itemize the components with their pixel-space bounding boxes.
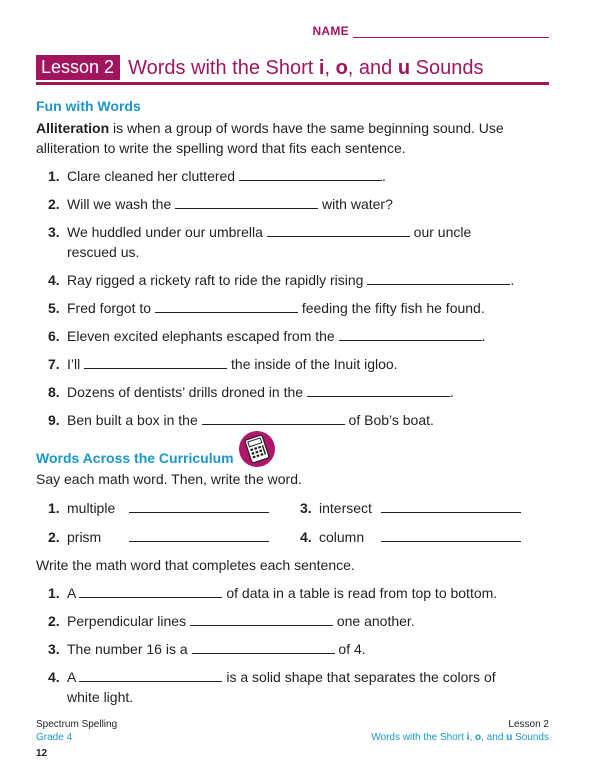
item-text: We huddled under our umbrella bbox=[67, 224, 267, 240]
item-text: feeding the fifty fish he found. bbox=[297, 300, 485, 316]
word-item bbox=[48, 498, 269, 518]
answer-blank[interactable] bbox=[129, 500, 269, 513]
calculator-icon bbox=[238, 430, 276, 468]
item-text: A bbox=[67, 669, 80, 685]
item-text: Perpendicular lines bbox=[67, 613, 190, 629]
lesson-header bbox=[36, 55, 483, 80]
answer-blank[interactable] bbox=[84, 356, 227, 369]
math-word: multiple bbox=[67, 500, 116, 516]
answer-blank[interactable] bbox=[79, 669, 222, 682]
item-number: 9. bbox=[48, 412, 60, 428]
item-text: of 4. bbox=[334, 641, 366, 657]
item-continuation: white light. bbox=[67, 689, 134, 705]
name-blank[interactable] bbox=[353, 25, 549, 38]
item-text: . bbox=[449, 384, 454, 400]
item-text: Fred forgot to bbox=[67, 300, 155, 316]
list-item bbox=[48, 194, 393, 214]
answer-blank[interactable] bbox=[381, 500, 521, 513]
list-item bbox=[48, 298, 485, 318]
list-item bbox=[48, 354, 398, 374]
footer-title-sep: , bbox=[469, 732, 476, 743]
word-item bbox=[300, 527, 521, 547]
sentence-item bbox=[48, 583, 497, 603]
item-text: I’ll bbox=[67, 356, 85, 372]
intro-line-1 bbox=[36, 118, 556, 138]
item-text: with water? bbox=[318, 196, 393, 212]
curriculum-instruction-2: Write the math word that completes each sentence. bbox=[36, 557, 355, 573]
list-item bbox=[48, 166, 386, 186]
title-sep: , and bbox=[347, 56, 398, 79]
list-item bbox=[48, 270, 514, 290]
item-text: Clare cleaned her cluttered bbox=[67, 168, 239, 184]
page-number: 12 bbox=[36, 748, 48, 759]
item-text: Ben built a box in the bbox=[67, 412, 202, 428]
curriculum-instruction: Say each math word. Then, write the word. bbox=[36, 471, 302, 487]
item-text: our uncle bbox=[409, 224, 472, 240]
footer-title-sep: , and bbox=[481, 732, 507, 743]
footer-book-title: Spectrum Spelling bbox=[36, 719, 118, 730]
footer-right bbox=[371, 718, 549, 744]
math-word: intersect bbox=[319, 500, 372, 516]
item-text: . bbox=[382, 168, 386, 184]
item-number: 8. bbox=[48, 384, 60, 400]
item-text: A bbox=[67, 585, 80, 601]
footer-letter-o: o bbox=[475, 732, 482, 743]
lesson-badge: Lesson 2 bbox=[36, 55, 120, 80]
word-item bbox=[48, 527, 269, 547]
word-item bbox=[300, 498, 521, 518]
math-word: prism bbox=[67, 529, 102, 545]
item-text: Dozens of dentists’ drills droned in the bbox=[67, 384, 307, 400]
title-rule bbox=[36, 82, 549, 85]
answer-blank[interactable] bbox=[367, 272, 510, 285]
item-number: 2. bbox=[48, 529, 60, 545]
list-item bbox=[48, 382, 454, 402]
sentence-item bbox=[48, 639, 366, 659]
title-text: Words with the Short bbox=[128, 56, 319, 79]
item-text: Ray rigged a rickety raft to ride the rapidly rising bbox=[67, 272, 368, 288]
item-text: . bbox=[481, 328, 486, 344]
answer-blank[interactable] bbox=[202, 412, 345, 425]
list-item bbox=[48, 410, 434, 430]
title-letter-o: o bbox=[335, 56, 348, 79]
item-continuation: rescued us. bbox=[67, 244, 140, 260]
answer-blank[interactable] bbox=[381, 529, 521, 542]
title-letter-i: i bbox=[318, 56, 325, 79]
answer-blank[interactable] bbox=[307, 384, 450, 397]
item-number: 2. bbox=[48, 196, 60, 212]
footer-grade: Grade 4 bbox=[36, 732, 73, 743]
title-letter-u: u bbox=[397, 56, 411, 79]
footer-letter-u: u bbox=[506, 732, 513, 743]
intro-paragraph bbox=[36, 118, 556, 158]
section-heading-fun-with-words: Fun with Words bbox=[36, 98, 141, 114]
footer-left bbox=[36, 718, 117, 744]
answer-blank[interactable] bbox=[192, 641, 335, 654]
footer-letter-i: i bbox=[466, 732, 470, 743]
item-text: Eleven excited elephants escaped from the bbox=[67, 328, 339, 344]
lesson-title bbox=[128, 56, 483, 80]
item-number: 1. bbox=[48, 168, 60, 184]
item-number: 1. bbox=[48, 500, 60, 516]
name-row bbox=[312, 24, 549, 38]
answer-blank[interactable] bbox=[239, 168, 382, 181]
section-heading-curriculum: Words Across the Curriculum bbox=[36, 450, 234, 466]
title-text: Sounds bbox=[410, 56, 484, 79]
intro-text: is when a group of words have the same beginning sound. Use bbox=[109, 120, 504, 136]
item-number: 4. bbox=[300, 529, 312, 545]
item-text: of Bob’s boat. bbox=[344, 412, 434, 428]
item-text: one another. bbox=[332, 613, 415, 629]
item-text: . bbox=[510, 272, 515, 288]
item-text: Will we wash the bbox=[67, 196, 176, 212]
footer-title-text: Sounds bbox=[512, 732, 549, 743]
answer-blank[interactable] bbox=[190, 613, 333, 626]
item-number: 7. bbox=[48, 356, 60, 372]
item-text: The number 16 is a bbox=[67, 641, 192, 657]
answer-blank[interactable] bbox=[155, 300, 298, 313]
list-item bbox=[48, 222, 471, 262]
footer-title-text: Words with the Short bbox=[371, 732, 467, 743]
sentence-item bbox=[48, 611, 415, 631]
item-number: 2. bbox=[48, 613, 60, 629]
item-number: 4. bbox=[48, 669, 60, 685]
item-number: 3. bbox=[300, 500, 312, 516]
item-text: the inside of the Inuit igloo. bbox=[227, 356, 398, 372]
item-number: 1. bbox=[48, 585, 60, 601]
item-number: 3. bbox=[48, 224, 60, 240]
answer-blank[interactable] bbox=[79, 585, 222, 598]
name-label: NAME bbox=[312, 24, 349, 38]
answer-blank[interactable] bbox=[339, 328, 482, 341]
item-text: is a solid shape that separates the colors of bbox=[222, 669, 496, 685]
answer-blank[interactable] bbox=[267, 224, 410, 237]
item-number: 4. bbox=[48, 272, 60, 288]
intro-line-2: alliteration to write the spelling word that fits each sentence. bbox=[36, 140, 406, 156]
footer-lesson: Lesson 2 bbox=[508, 719, 549, 730]
footer-lesson-title bbox=[371, 731, 549, 744]
title-sep: , bbox=[324, 56, 336, 79]
answer-blank[interactable] bbox=[175, 196, 318, 209]
answer-blank[interactable] bbox=[129, 529, 269, 542]
intro-bold-term: Alliteration bbox=[36, 120, 110, 136]
item-number: 3. bbox=[48, 641, 60, 657]
sentence-item bbox=[48, 667, 496, 707]
item-text: of data in a table is read from top to bottom. bbox=[222, 585, 498, 601]
item-number: 6. bbox=[48, 328, 60, 344]
math-word: column bbox=[319, 529, 365, 545]
list-item bbox=[48, 326, 486, 346]
item-number: 5. bbox=[48, 300, 60, 316]
